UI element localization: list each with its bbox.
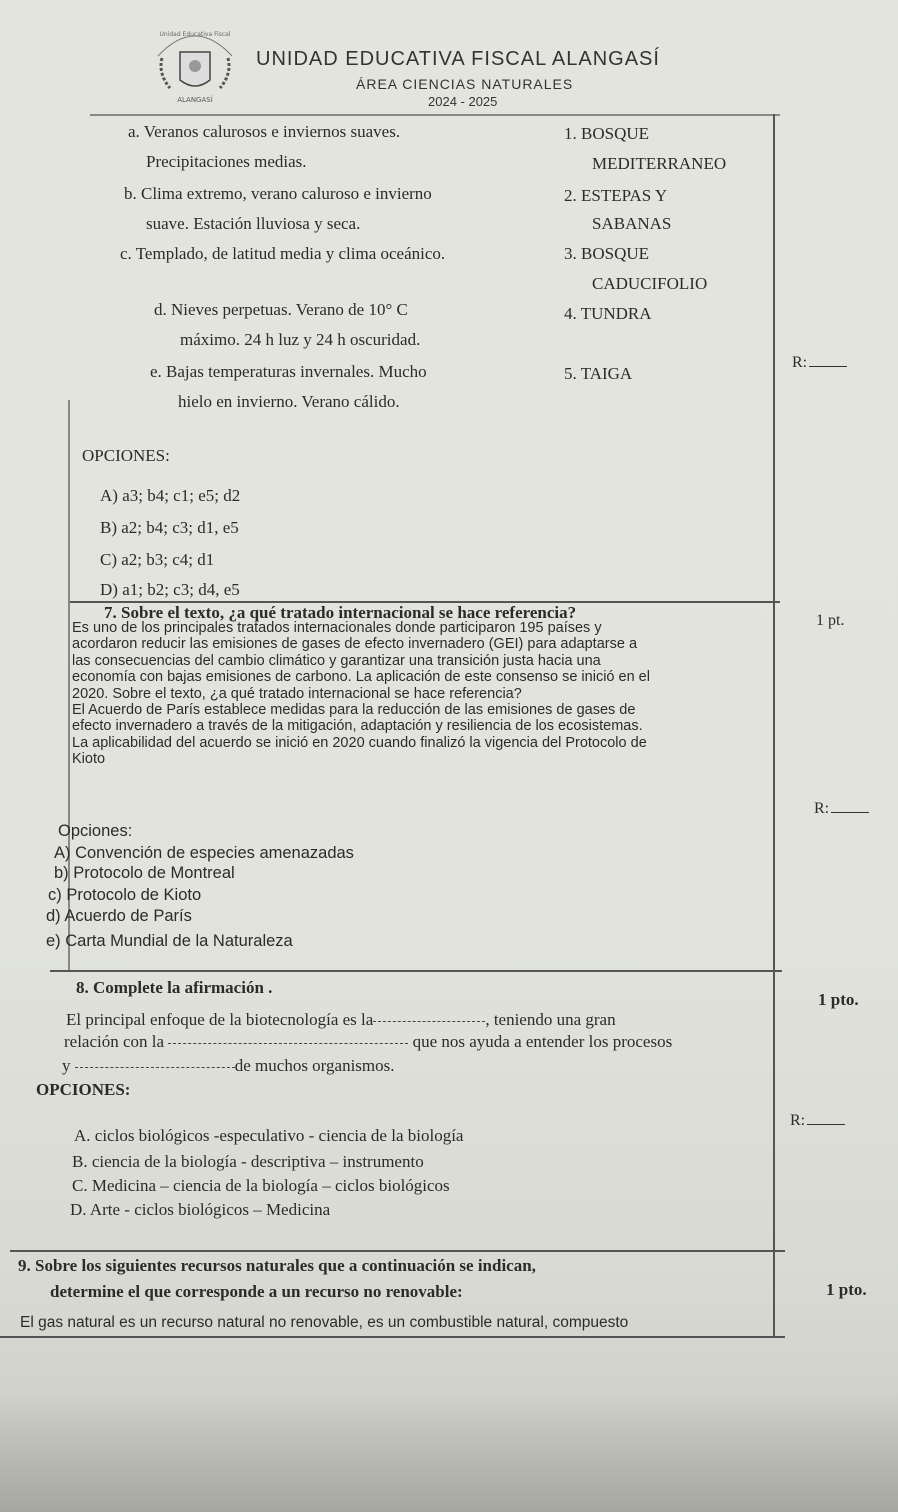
q6-item-d-line1: d. Nieves perpetuas. Verano de 10° C xyxy=(154,300,408,319)
school-name: UNIDAD EDUCATIVA FISCAL ALANGASÍ xyxy=(256,48,660,70)
q8-option-b: B. ciencia de la biología - descriptiva – instrumento xyxy=(72,1152,424,1171)
top-border xyxy=(90,114,780,116)
q8-blank-2[interactable] xyxy=(168,1042,408,1044)
q8-option-d: D. Arte - ciclos biológicos – Medicina xyxy=(70,1200,331,1219)
q8-points: 1 pto. xyxy=(818,990,859,1009)
left-border xyxy=(68,400,70,970)
q7-text-line: La aplicabilidad del acuerdo se inició en 2020 cuando finalizó la vigencia del Protocolo de xyxy=(72,734,647,751)
q6-item-e-line2: hielo en invierno. Verano cálido. xyxy=(178,392,400,411)
school-year: 2024 - 2025 xyxy=(428,94,498,109)
q7-options-title: Opciones: xyxy=(58,822,133,840)
q8-line3-b: de muchos organismos. xyxy=(234,1056,395,1075)
q7-text-line: Es uno de los principales tratados internacionales donde participaron 195 países y xyxy=(72,620,602,636)
q8-answer[interactable] xyxy=(790,1112,845,1130)
q8-statement-line3 xyxy=(62,1056,395,1076)
row-divider-q8 xyxy=(50,970,782,972)
q7-text xyxy=(72,620,650,768)
q7-answer[interactable] xyxy=(814,800,869,818)
q6-option-d: D) a1; b2; c3; d4, e5 xyxy=(100,580,240,599)
q7-option-a: A) Convención de especies amenazadas xyxy=(54,844,354,862)
q9-title-line1: 9. Sobre los siguientes recursos naturales que a continuación se indican, xyxy=(18,1256,536,1275)
q7-text-line: Kioto xyxy=(72,751,106,768)
q7-text-line: 2020. Sobre el texto, ¿a qué tratado internacional se hace referencia? xyxy=(72,685,522,702)
q6-option-b: B) a2; b4; c3; d1, e5 xyxy=(100,518,239,537)
q7-text-line: acordaron reducir las emisiones de gases de efecto invernadero (GEI) para adaptarse a xyxy=(72,636,638,653)
logo-text-bottom: ALANGASÍ xyxy=(177,96,213,104)
q8-line1-b: , teniendo una gran xyxy=(485,1010,616,1029)
q8-answer-label: R: xyxy=(790,1112,806,1129)
q6-item-d-line2: máximo. 24 h luz y 24 h oscuridad. xyxy=(180,330,421,349)
q6-answer-label: R: xyxy=(792,354,808,371)
q7-text-line: las consecuencias del cambio climático y garantizar una transición justa hacia una xyxy=(72,652,601,669)
q7-text-line: economía con bajas emisiones de carbono. La aplicación de este consenso se inició en el xyxy=(72,669,650,686)
col-divider xyxy=(773,114,775,1336)
q6-biome-5-line1: 5. TAIGA xyxy=(564,364,633,383)
q8-line2-b: que nos ayuda a entender los procesos xyxy=(408,1032,673,1051)
q7-option-b: b) Protocolo de Montreal xyxy=(54,864,235,882)
q6-biome-1-line2: MEDITERRANEO xyxy=(592,154,727,173)
q6-answer[interactable] xyxy=(792,354,847,372)
q6-option-c: C) a2; b3; c4; d1 xyxy=(100,550,215,569)
row-divider-q9 xyxy=(10,1250,785,1252)
page-shadow xyxy=(0,1390,898,1512)
q9-title-line2: determine el que corresponde a un recurso no renovable: xyxy=(50,1282,463,1301)
q8-line3-a: y xyxy=(62,1056,71,1075)
q6-item-c-line1: c. Templado, de latitud media y clima oceánico. xyxy=(120,244,446,263)
q6-options-title: OPCIONES: xyxy=(82,446,170,465)
q7-answer-blank[interactable] xyxy=(831,811,869,813)
q7-text-line: El Acuerdo de París establece medidas para la reducción de las emisiones de gases de xyxy=(72,702,636,719)
q6-answer-blank[interactable] xyxy=(809,365,847,367)
school-logo xyxy=(140,22,250,108)
q6-item-a-line1: a. Veranos calurosos e inviernos suaves. xyxy=(128,122,401,141)
q6-biome-3-line2: CADUCIFOLIO xyxy=(592,274,708,293)
q6-item-b-line1: b. Clima extremo, verano caluroso e invierno xyxy=(124,184,432,203)
q7-text-line: efecto invernadero a través de la mitigación, adaptación y resiliencia de los ecosistemas. xyxy=(72,718,643,735)
q7-option-c: c) Protocolo de Kioto xyxy=(48,886,202,904)
q6-biome-2-line2: SABANAS xyxy=(592,214,672,233)
q8-line1-a: El principal enfoque de la biotecnología es la xyxy=(66,1010,374,1029)
q8-answer-blank[interactable] xyxy=(807,1123,845,1125)
q6-biome-3-line1: 3. BOSQUE xyxy=(564,244,650,263)
logo-text-top: Unidad Educativa Fiscal xyxy=(159,31,231,38)
q6-option-a: A) a3; b4; c1; e5; d2 xyxy=(100,486,241,505)
area-name: ÁREA CIENCIAS NATURALES xyxy=(356,76,574,92)
q8-option-c: C. Medicina – ciencia de la biología – ciclos biológicos xyxy=(72,1176,450,1195)
q7-title: 7. Sobre el texto, ¿a qué tratado internacional se hace referencia? xyxy=(104,603,577,622)
q8-blank-3[interactable] xyxy=(75,1066,235,1068)
q7-points: 1 pt. xyxy=(816,612,845,629)
q8-blank-1[interactable] xyxy=(373,1020,485,1022)
q8-line2-a: relación con la xyxy=(64,1032,165,1051)
q8-title: 8. Complete la afirmación . xyxy=(76,978,273,997)
q8-option-a: A. ciclos biológicos -especulativo - ciencia de la biología xyxy=(74,1126,464,1145)
q7-answer-label: R: xyxy=(814,800,830,817)
q9-text: El gas natural es un recurso natural no renovable, es un combustible natural, compuesto xyxy=(20,1314,629,1331)
q7-option-d: d) Acuerdo de París xyxy=(46,907,192,925)
q6-biome-2-line1: 2. ESTEPAS Y xyxy=(564,186,668,205)
q9-points: 1 pto. xyxy=(826,1280,867,1299)
q8-statement-line1 xyxy=(66,1010,616,1030)
bottom-border xyxy=(0,1336,785,1338)
q8-statement-line2 xyxy=(64,1032,672,1052)
q6-item-e-line1: e. Bajas temperaturas invernales. Mucho xyxy=(150,362,427,381)
q6-biome-4-line1: 4. TUNDRA xyxy=(564,304,652,323)
q7-option-e: e) Carta Mundial de la Naturaleza xyxy=(46,932,293,950)
q8-options-title: OPCIONES: xyxy=(36,1080,131,1099)
q6-item-a-line2: Precipitaciones medias. xyxy=(146,152,307,171)
q6-biome-1-line1: 1. BOSQUE xyxy=(564,124,650,143)
q6-item-b-line2: suave. Estación lluviosa y seca. xyxy=(146,214,361,233)
